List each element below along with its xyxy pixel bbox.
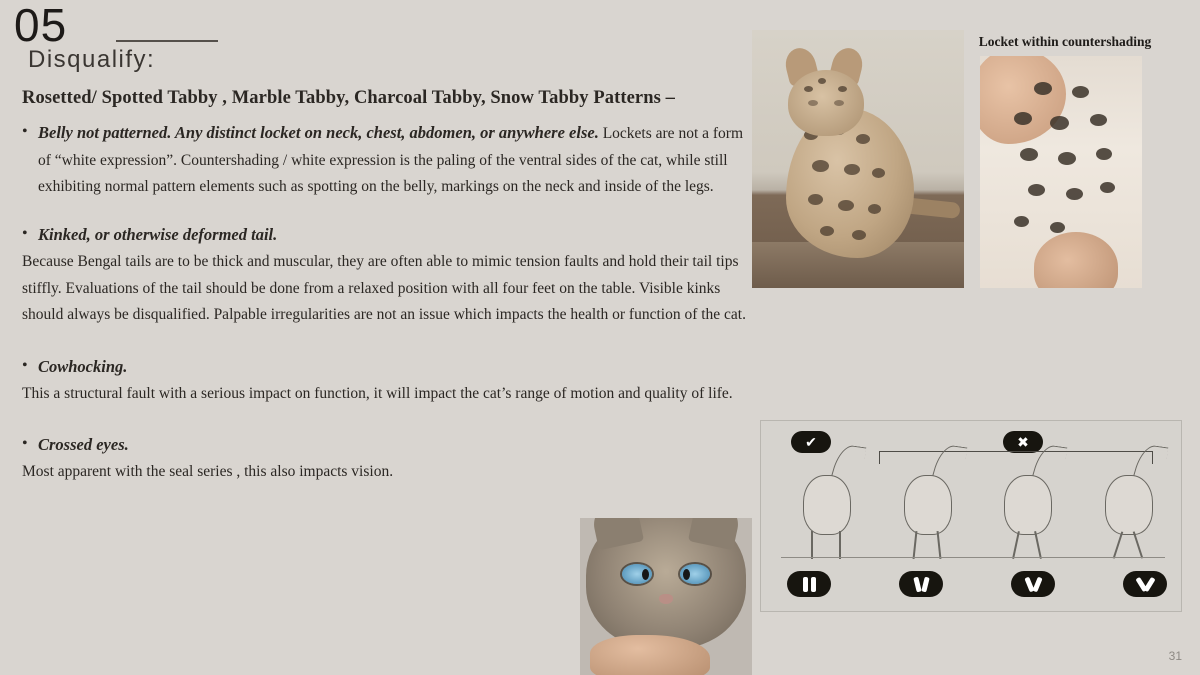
paw-stance-icon [1011,571,1055,597]
bullet-body: Most apparent with the seal series , this also impacts vision. [22,463,394,481]
page-number: 31 [1168,649,1182,663]
diagram-figures [787,447,1167,559]
cat-rear-figure [1089,451,1167,559]
list-item [22,355,752,379]
bullet-heading: Cowhocking. [38,356,128,376]
bullet-body: Because Bengal tails are to be thick and muscular, they are often able to mimic tension faults and hold their tail tips stiffly. Evaluations of the tail should be done from a relaxed position with all four feet on the table. Visible kinks should always be disqualified. Palpable irregularities are not an issue which impacts the health or function of the cat. [22,252,746,324]
photo-locket [980,56,1142,288]
cross-icon: ✖ [1003,431,1043,453]
list-item [22,433,752,457]
diagram-cowhocking [760,420,1182,612]
photo-bengal-standing [752,30,964,288]
body-content [22,88,752,486]
cat-ear-right-shape [688,518,742,550]
diagram-baseline [781,557,1165,558]
bullet-heading [38,121,752,201]
cat-eye-left-shape [622,564,652,584]
slide-number-badge: 05 [14,0,68,51]
cat-head-shape [788,70,864,136]
paw-stance-icon [1123,571,1167,597]
photo-caption-locket: Locket within countershading [978,34,1152,49]
bullet-marker: • [22,224,28,242]
cat-eye-right-shape [680,564,710,584]
hand-shape [590,635,710,675]
header-divider [116,40,218,42]
paw-stance-icon [899,571,943,597]
cat-rear-figure [888,451,966,559]
cat-rear-figure [988,451,1066,559]
diagram-paw-badges [787,567,1167,601]
bullet-trailing-text: Lockets are not a form of “white expression”. Countershading / white expression is the paling of the ventral sides of the cat, while still exhibiting normal pattern elements such as spotting on the belly, markings on the neck and inside of the legs. [38,125,744,196]
bullet-marker: • [22,356,28,374]
bullet-heading: Crossed eyes. [38,435,129,455]
lead-paragraph: Rosetted/ Spotted Tabby , Marble Tabby, Charcoal Tabby, Snow Tabby Patterns – [22,88,675,108]
cat-rear-figure [787,451,865,559]
page-title: Disqualify: [28,46,156,73]
bullet-heading-text: Belly not patterned. Any distinct locket on neck, chest, abdomen, or anywhere else. [38,123,599,142]
list-item [22,121,752,201]
cat-nose-shape [659,594,673,604]
check-icon: ✔ [791,431,831,453]
list-item [22,223,752,247]
bullet-heading: Kinked, or otherwise deformed tail. [38,224,278,244]
bullet-body: This a structural fault with a serious impact on function, it will impact the cat’s range of motion and quality of life. [22,384,733,402]
photo-crossed-eyes [580,518,752,675]
cat-face-shape [586,518,746,649]
bullet-marker: • [22,435,28,453]
paw-stance-icon [787,571,831,597]
bullet-marker: • [22,123,28,140]
cat-ear-left-shape [590,518,644,550]
